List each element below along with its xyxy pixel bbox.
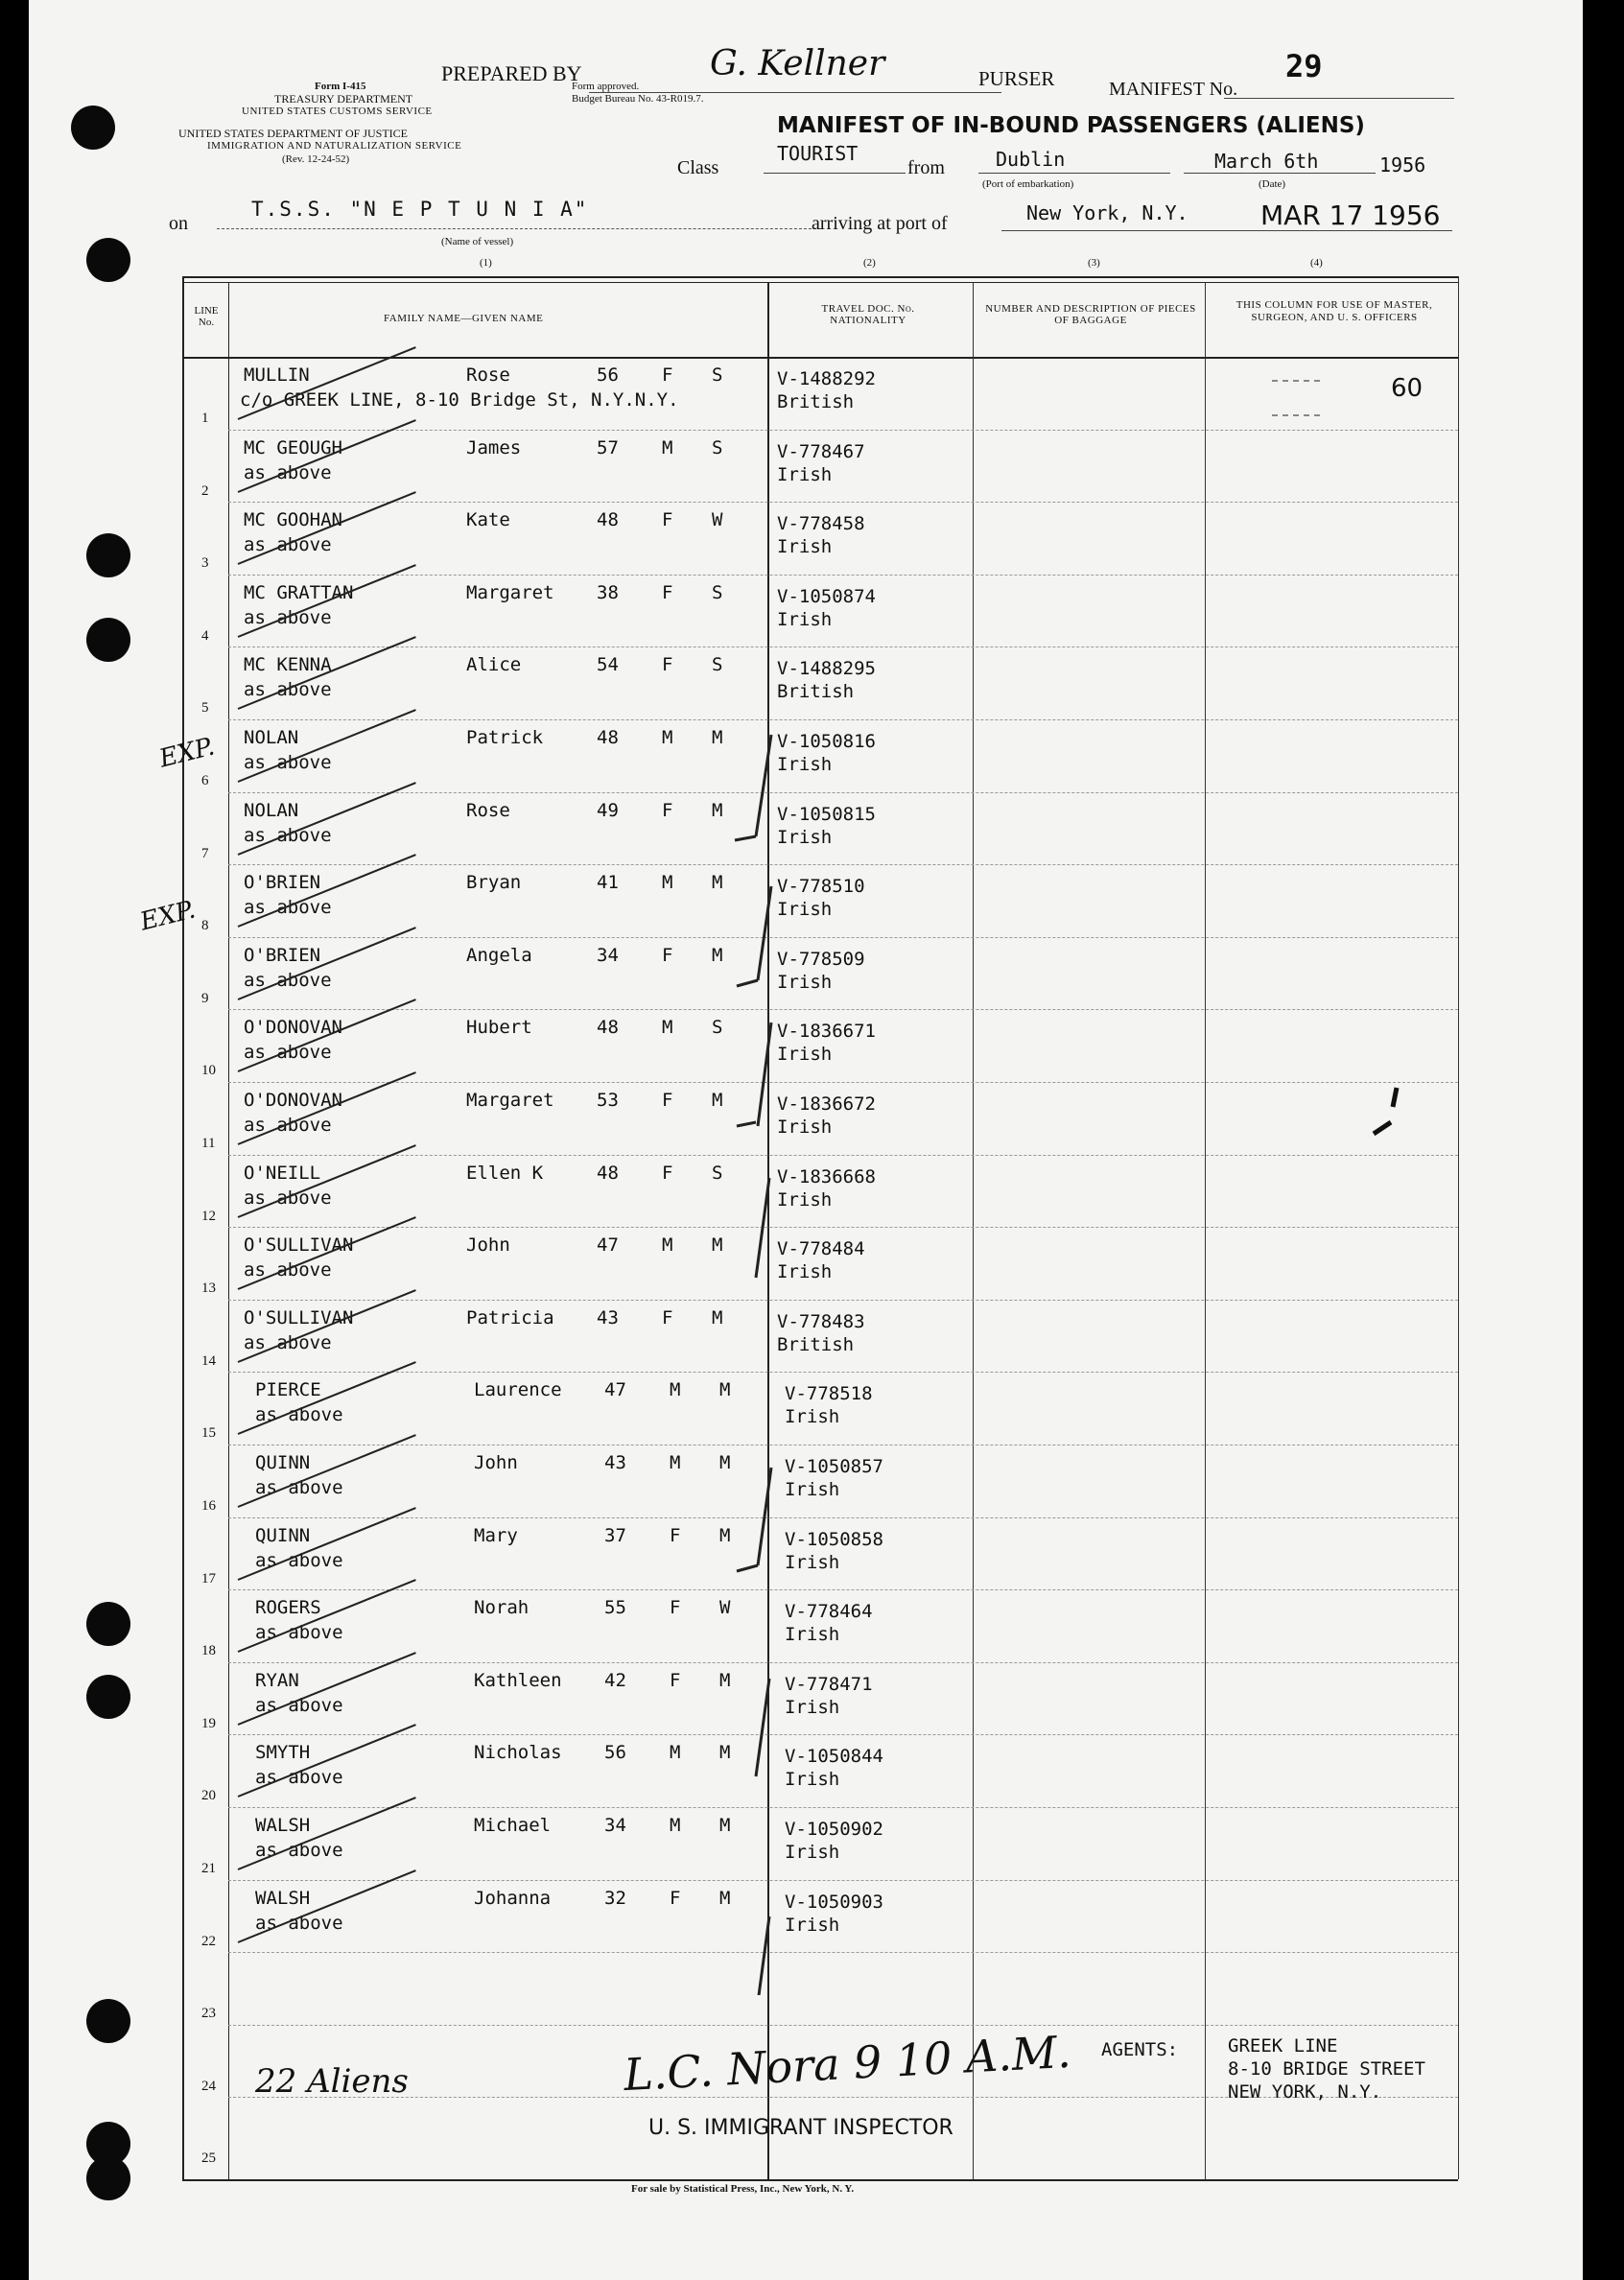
- form-approved: Form approved.: [572, 81, 640, 92]
- sex: M: [662, 1234, 673, 1257]
- nationality: Irish: [785, 1769, 840, 1791]
- age: 48: [597, 509, 619, 531]
- travel-doc-number: V-778471: [785, 1673, 873, 1695]
- family-name: MC GEOUGH: [244, 436, 342, 458]
- date-caption: (Date): [1259, 178, 1286, 190]
- punch-hole: [71, 106, 115, 150]
- col-header-travel-doc: TRAVEL DOC. No. NATIONALITY: [821, 303, 915, 326]
- age: 34: [597, 944, 619, 966]
- line-number: 19: [201, 1715, 216, 1731]
- given-name: John: [474, 1452, 518, 1473]
- nationality: British: [777, 1333, 855, 1355]
- marital-status: S: [712, 436, 723, 458]
- sex: F: [662, 1090, 673, 1111]
- address: as above: [255, 1840, 343, 1861]
- line-number: 6: [201, 773, 209, 788]
- family-name: O'BRIEN: [244, 872, 321, 894]
- line-number: 24: [201, 2078, 216, 2094]
- class-label: Class: [677, 157, 719, 178]
- budget-bureau: Budget Bureau No. 43-R019.7.: [572, 93, 704, 105]
- age: 43: [604, 1452, 626, 1473]
- marital-status: S: [712, 654, 723, 676]
- port-embark-caption: (Port of embarkation): [982, 178, 1074, 190]
- nationality: Irish: [777, 1188, 833, 1211]
- given-name: Patrick: [466, 727, 544, 748]
- line-number: 21: [201, 1861, 216, 1876]
- punch-hole: [86, 1602, 130, 1646]
- line-number: 14: [201, 1352, 216, 1369]
- marital-status: M: [719, 1524, 731, 1546]
- col-num-2: (2): [863, 257, 876, 269]
- address: as above: [255, 1694, 343, 1716]
- col-num-1: (1): [480, 257, 492, 269]
- age: 38: [597, 581, 619, 603]
- nationality: British: [777, 391, 855, 412]
- family-name: MC GOOHAN: [244, 509, 342, 531]
- family-name: O'DONOVAN: [244, 1090, 342, 1111]
- nationality: Irish: [785, 1406, 840, 1428]
- age: 49: [597, 799, 619, 821]
- marital-status: M: [712, 872, 723, 894]
- sex: F: [662, 1306, 673, 1328]
- family-name: QUINN: [255, 1452, 311, 1473]
- given-name: Bryan: [466, 872, 522, 894]
- manifest-no: 29: [1285, 48, 1323, 84]
- sex: F: [662, 1162, 673, 1184]
- marital-status: S: [712, 581, 723, 603]
- travel-doc-number: V-778484: [777, 1238, 865, 1260]
- given-name: Margaret: [466, 1090, 554, 1111]
- sex: F: [670, 1887, 681, 1909]
- travel-doc-number: V-1050903: [785, 1891, 883, 1913]
- punch-hole: [86, 533, 130, 577]
- travel-doc-number: V-1050844: [785, 1746, 883, 1768]
- sex: F: [662, 654, 673, 676]
- family-name: PIERCE: [255, 1379, 321, 1401]
- family-name: NOLAN: [244, 799, 299, 821]
- line-number: 12: [201, 1208, 216, 1224]
- given-name: Alice: [466, 654, 522, 676]
- given-name: Norah: [474, 1597, 530, 1619]
- prepared-by-signature: G. Kellner: [710, 44, 885, 83]
- on-label: on: [169, 213, 188, 234]
- family-name: O'SULLIVAN: [244, 1234, 354, 1257]
- given-name: Nicholas: [474, 1742, 562, 1764]
- address: as above: [244, 679, 332, 701]
- col-header-officers: THIS COLUMN FOR USE OF MASTER, SURGEON, AND U. S. OFFICERS: [1236, 299, 1433, 323]
- nationality: Irish: [777, 754, 833, 775]
- marital-status: M: [712, 1090, 723, 1111]
- sex: M: [670, 1379, 681, 1401]
- line-number: 5: [201, 700, 209, 717]
- family-name: O'NEILL: [244, 1162, 321, 1184]
- sex: M: [662, 436, 673, 458]
- age: 54: [597, 654, 619, 676]
- ins-service: IMMIGRATION AND NATURALIZATION SERVICE: [207, 140, 462, 152]
- col-num-4: (4): [1310, 257, 1323, 269]
- family-name: RYAN: [255, 1669, 299, 1691]
- nationality: Irish: [785, 1624, 840, 1646]
- line-number: 20: [201, 1788, 216, 1804]
- marital-status: M: [712, 944, 723, 966]
- age: 41: [597, 872, 619, 894]
- sex: M: [670, 1452, 681, 1473]
- marital-status: M: [712, 1306, 723, 1328]
- class-value: TOURIST: [777, 142, 859, 165]
- marital-status: S: [712, 364, 723, 386]
- sex: F: [670, 1597, 681, 1619]
- address: as above: [244, 606, 332, 628]
- given-name: Johanna: [474, 1887, 552, 1909]
- marital-status: M: [719, 1379, 731, 1401]
- travel-doc-number: V-1836672: [777, 1093, 876, 1115]
- nationality: Irish: [785, 1479, 840, 1500]
- family-name: NOLAN: [244, 727, 299, 748]
- col-header-baggage: NUMBER AND DESCRIPTION OF PIECES OF BAGGAGE: [985, 303, 1196, 326]
- address: c/o GREEK LINE, 8-10 Bridge St, N.Y.N.Y.: [240, 389, 679, 411]
- marital-status: W: [712, 509, 723, 531]
- agents-line-3: NEW YORK, N.Y.: [1228, 2081, 1382, 2103]
- line-number: 1: [201, 411, 209, 426]
- marital-status: M: [719, 1669, 731, 1691]
- line-number: 17: [201, 1570, 216, 1587]
- travel-doc-number: V-778518: [785, 1383, 873, 1405]
- punch-hole: [86, 1675, 130, 1719]
- nationality: Irish: [777, 536, 833, 558]
- line-number: 18: [201, 1643, 216, 1659]
- marital-status: M: [712, 1234, 723, 1257]
- nationality: Irish: [785, 1842, 840, 1863]
- vessel-name: T.S.S. "N E P T U N I A": [251, 198, 589, 221]
- family-name: MC GRATTAN: [244, 581, 354, 603]
- sex: F: [662, 944, 673, 966]
- marital-status: M: [719, 1815, 731, 1836]
- travel-doc-number: V-778467: [777, 440, 865, 462]
- given-name: Angela: [466, 944, 532, 966]
- age: 55: [604, 1597, 626, 1619]
- age: 47: [597, 1234, 619, 1257]
- age: 37: [604, 1524, 626, 1546]
- nationality: Irish: [785, 1696, 840, 1718]
- sex: M: [670, 1815, 681, 1836]
- punch-hole: [86, 618, 130, 662]
- from-label: from: [907, 157, 945, 178]
- given-name: James: [466, 436, 522, 458]
- marital-status: M: [719, 1887, 731, 1909]
- age: 32: [604, 1887, 626, 1909]
- address: as above: [244, 1042, 332, 1064]
- port-embarkation: Dublin: [996, 148, 1066, 171]
- sex: M: [662, 727, 673, 748]
- line-number: 23: [201, 2006, 216, 2022]
- address: as above: [244, 897, 332, 919]
- sex: F: [670, 1524, 681, 1546]
- nationality: Irish: [777, 899, 833, 921]
- line-number: 15: [201, 1425, 216, 1442]
- col-num-3: (3): [1088, 257, 1100, 269]
- marital-status: W: [719, 1597, 731, 1619]
- given-name: Laurence: [474, 1379, 562, 1401]
- sex: M: [670, 1742, 681, 1764]
- address: as above: [244, 752, 332, 773]
- age: 42: [604, 1669, 626, 1691]
- family-name: O'SULLIVAN: [244, 1306, 354, 1328]
- address: as above: [244, 534, 332, 556]
- nationality: Irish: [777, 1261, 833, 1283]
- given-name: Rose: [466, 799, 510, 821]
- line-number: 13: [201, 1281, 216, 1297]
- nationality: Irish: [777, 1116, 833, 1138]
- age: 53: [597, 1090, 619, 1111]
- agents-label: AGENTS:: [1101, 2039, 1179, 2060]
- given-name: Margaret: [466, 581, 554, 603]
- travel-doc-number: V-1488292: [777, 368, 876, 389]
- sex: M: [662, 872, 673, 894]
- line-number: 22: [201, 1933, 216, 1949]
- inspector-signature: L.C. Nora 9 10 A.M.: [622, 2025, 1072, 2102]
- arriving-label: arriving at port of: [812, 213, 948, 234]
- age: 43: [597, 1306, 619, 1328]
- travel-doc-number: V-1836671: [777, 1021, 876, 1043]
- agents-line-2: 8-10 BRIDGE STREET: [1228, 2058, 1425, 2080]
- address: as above: [255, 1912, 343, 1934]
- line-number: 9: [201, 990, 209, 1006]
- address: as above: [244, 461, 332, 483]
- arrival-port: New York, N.Y.: [1026, 201, 1189, 224]
- travel-doc-number: V-778510: [777, 876, 865, 898]
- nationality: Irish: [777, 971, 833, 993]
- line-number: 2: [201, 482, 209, 499]
- sex: F: [670, 1669, 681, 1691]
- travel-doc-number: V-1050874: [777, 585, 876, 607]
- age: 48: [597, 1162, 619, 1184]
- exp-annotation: EXP.: [156, 732, 218, 774]
- marital-status: M: [712, 799, 723, 821]
- footer-printer: For sale by Statistical Press, Inc., New York, N. Y.: [631, 2183, 855, 2195]
- address: as above: [244, 1259, 332, 1281]
- sex: F: [662, 364, 673, 386]
- travel-doc-number: V-1050858: [785, 1528, 883, 1550]
- nationality: Irish: [777, 463, 833, 485]
- punch-hole: [86, 2156, 130, 2200]
- sex: F: [662, 509, 673, 531]
- address: as above: [255, 1477, 343, 1498]
- travel-doc-number: V-1050816: [777, 731, 876, 752]
- col-header-line-no: LINE No.: [194, 305, 219, 328]
- sex: M: [662, 1017, 673, 1039]
- line-number: 16: [201, 1498, 216, 1514]
- travel-doc-number: V-1050815: [777, 803, 876, 825]
- arrival-date-stamp: MAR 17 1956: [1260, 200, 1441, 231]
- address: as above: [255, 1622, 343, 1644]
- address: as above: [255, 1767, 343, 1789]
- manifest-page: [29, 0, 1583, 2280]
- given-name: Mary: [474, 1524, 518, 1546]
- nationality: Irish: [777, 826, 833, 848]
- family-name: O'DONOVAN: [244, 1017, 342, 1039]
- age: 48: [597, 1017, 619, 1039]
- inspector-label: U. S. IMMIGRANT INSPECTOR: [648, 2116, 953, 2140]
- purser-label: PURSER: [978, 67, 1055, 90]
- given-name: Ellen K: [466, 1162, 544, 1184]
- family-name: WALSH: [255, 1887, 311, 1909]
- sex: F: [662, 799, 673, 821]
- address: as above: [244, 969, 332, 991]
- line-number: 4: [201, 627, 209, 644]
- travel-doc-number: V-1050857: [785, 1456, 883, 1477]
- customs-service: UNITED STATES CUSTOMS SERVICE: [242, 106, 433, 117]
- age: 48: [597, 727, 619, 748]
- nationality: Irish: [777, 608, 833, 630]
- address: as above: [244, 824, 332, 846]
- age: 56: [597, 364, 619, 386]
- travel-doc-number: V-778483: [777, 1310, 865, 1332]
- nationality: Irish: [785, 1551, 840, 1573]
- travel-doc-number: V-1050902: [785, 1819, 883, 1840]
- given-name: Kate: [466, 509, 510, 531]
- family-name: ROGERS: [255, 1597, 321, 1619]
- given-name: Rose: [466, 364, 510, 386]
- family-name: QUINN: [255, 1524, 311, 1546]
- address: as above: [255, 1404, 343, 1426]
- prepared-by-label: PREPARED BY: [441, 61, 582, 85]
- address: as above: [255, 1549, 343, 1571]
- family-bracket-marks: [700, 710, 815, 1995]
- marital-status: S: [712, 1162, 723, 1184]
- marital-status: M: [719, 1742, 731, 1764]
- family-name: O'BRIEN: [244, 944, 321, 966]
- travel-doc-number: V-778458: [777, 513, 865, 535]
- nationality: British: [777, 681, 855, 703]
- manifest-title: MANIFEST OF IN-BOUND PASSENGERS (ALIENS): [777, 113, 1365, 138]
- line-number: 7: [201, 845, 209, 861]
- age: 56: [604, 1742, 626, 1764]
- stray-mark: [1368, 1084, 1406, 1141]
- nationality: Irish: [785, 1914, 840, 1936]
- age: 34: [604, 1815, 626, 1836]
- total-aliens-note: 22 Aliens: [255, 2062, 409, 2101]
- travel-doc-number: V-778464: [785, 1601, 873, 1623]
- line-number: 8: [201, 918, 209, 934]
- agents-line-1: GREEK LINE: [1228, 2035, 1338, 2057]
- nationality: Irish: [777, 1044, 833, 1066]
- age: 47: [604, 1379, 626, 1401]
- travel-doc-number: V-1836668: [777, 1165, 876, 1187]
- given-name: Patricia: [466, 1306, 554, 1328]
- treasury-dept: TREASURY DEPARTMENT: [274, 92, 413, 106]
- family-name: WALSH: [255, 1815, 311, 1836]
- marital-status: S: [712, 1017, 723, 1039]
- family-name: MULLIN: [244, 364, 310, 386]
- vessel-caption: (Name of vessel): [441, 236, 514, 247]
- given-name: Hubert: [466, 1017, 532, 1039]
- marital-status: M: [719, 1452, 731, 1473]
- departure-year: 1956: [1379, 153, 1426, 176]
- given-name: Kathleen: [474, 1669, 562, 1691]
- line-number: 11: [201, 1136, 216, 1151]
- travel-doc-number: V-778509: [777, 948, 865, 970]
- address: as above: [244, 1187, 332, 1209]
- given-name: Michael: [474, 1815, 552, 1836]
- family-name: SMYTH: [255, 1742, 311, 1764]
- line-number: 3: [201, 555, 209, 572]
- sex: F: [662, 581, 673, 603]
- col-header-name: FAMILY NAME—GIVEN NAME: [384, 313, 544, 324]
- justice-dept: UNITED STATES DEPARTMENT OF JUSTICE: [178, 127, 409, 140]
- line-number: 25: [201, 2151, 216, 2167]
- family-name: MC KENNA: [244, 654, 332, 676]
- punch-hole: [86, 1999, 130, 2043]
- departure-date: March 6th: [1214, 150, 1319, 173]
- marital-status: M: [712, 727, 723, 748]
- address: as above: [244, 1331, 332, 1353]
- form-id: Form I-415: [315, 81, 366, 92]
- line-number: 10: [201, 1063, 216, 1079]
- age: 57: [597, 436, 619, 458]
- form-revision: (Rev. 12-24-52): [282, 153, 350, 165]
- manifest-no-label: MANIFEST No.: [1109, 79, 1238, 100]
- given-name: John: [466, 1234, 510, 1257]
- address: as above: [244, 1115, 332, 1136]
- travel-doc-number: V-1488295: [777, 658, 876, 680]
- punch-hole: [86, 238, 130, 282]
- exp-annotation: EXP.: [137, 895, 199, 937]
- officer-mark: 60: [1391, 374, 1424, 403]
